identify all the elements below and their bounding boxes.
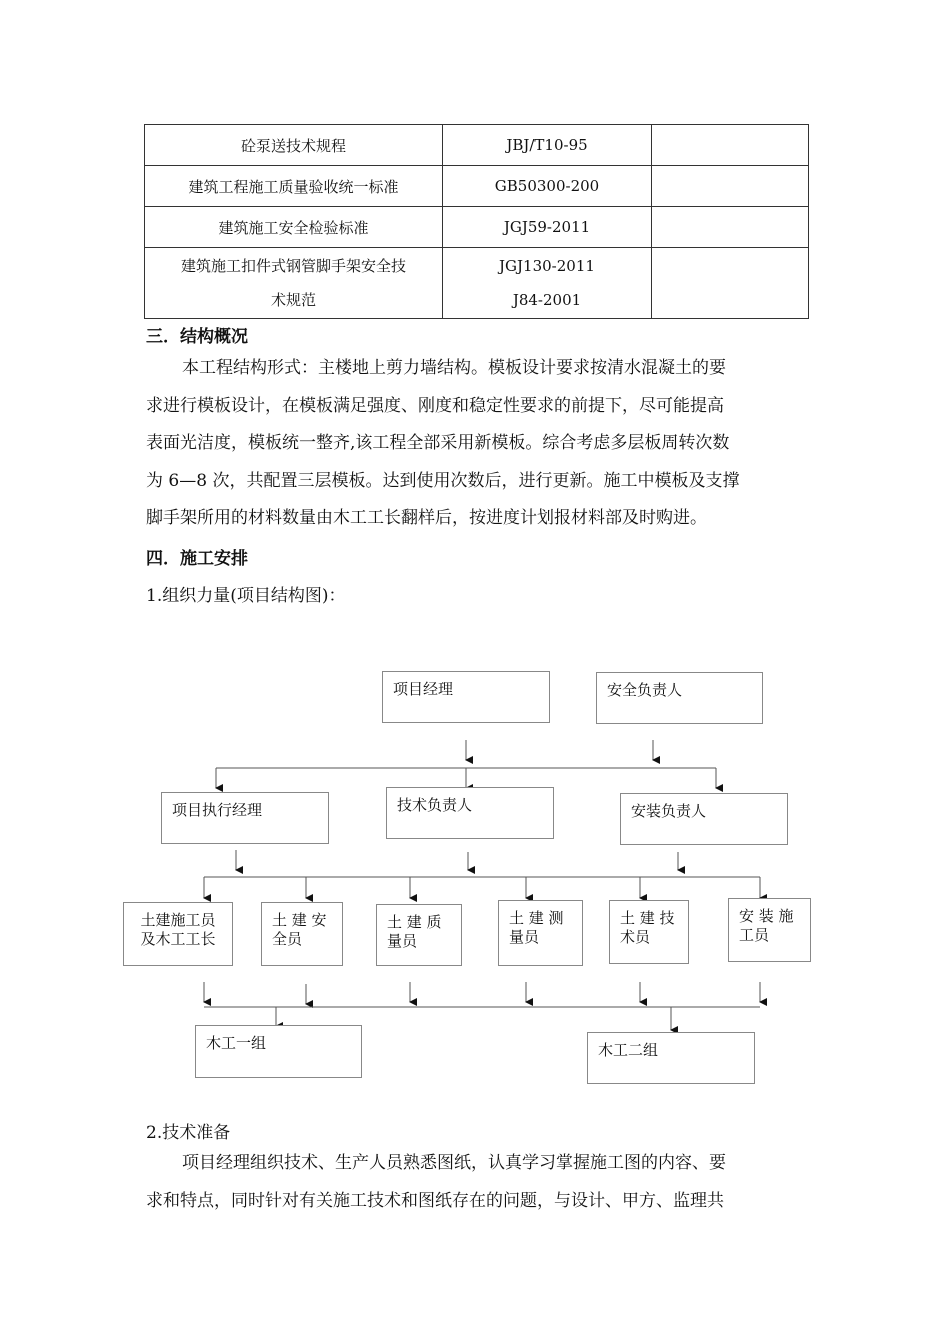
paragraph-line: 脚手架所用的材料数量由木工工长翻样后，按进度计划报材料部及时购进。 <box>146 508 707 528</box>
org-box-carpentry-team-2: 木工二组 <box>587 1032 755 1084</box>
section-heading-structure: 三．结构概况 <box>146 327 248 347</box>
section-heading-arrangement: 四．施工安排 <box>146 549 248 569</box>
org-box-civil-technician: 土 建 技 术员 <box>609 900 689 964</box>
org-box-project-manager: 项目经理 <box>382 671 550 723</box>
standard-code: JBJ/T10-95 <box>443 125 652 166</box>
org-box-safety-lead: 安全负责人 <box>596 672 763 724</box>
paragraph-line: 表面光洁度，模板统一整齐,该工程全部采用新模板。综合考虑多层板周转次数 <box>146 433 730 453</box>
org-box-civil-survey: 土 建 测 量员 <box>498 900 583 966</box>
org-box-civil-foreman: 土建施工员 及木工工长 <box>123 902 233 966</box>
org-box-carpentry-team-1: 木工一组 <box>195 1025 362 1078</box>
paragraph-line: 求进行模板设计，在模板满足强度、刚度和稳定性要求的前提下，尽可能提高 <box>146 395 724 416</box>
org-box-civil-quality: 土 建 质 量员 <box>376 904 462 966</box>
org-box-installation-lead: 安装负责人 <box>620 793 788 845</box>
standard-name: 建筑工程施工质量验收统一标准 <box>145 166 443 207</box>
tech-prep-paragraph <box>146 1145 806 1220</box>
standard-code: JGJ130-2011 J84-2001 <box>443 248 652 319</box>
org-box-executive-manager: 项目执行经理 <box>161 792 329 844</box>
paragraph-line: 求和特点，同时针对有关施工技术和图纸存在的问题，与设计、甲方、监理共 <box>146 1190 724 1211</box>
standard-code: JGJ59-2011 <box>443 207 652 248</box>
org-box-technical-lead: 技术负责人 <box>386 787 554 839</box>
paragraph-line: 为 6—8 次，共配置三层模板。达到使用次数后，进行更新。施工中模板及支撑 <box>146 470 740 491</box>
standard-name: 砼泵送技术规程 <box>145 125 443 166</box>
standard-code: GB50300-200 <box>443 166 652 207</box>
section-heading-tech-prep: 2.技术准备 <box>146 1123 231 1143</box>
org-chart-caption: 1.组织力量(项目结构图)： <box>146 586 346 606</box>
paragraph-line: 本工程结构形式：主楼地上剪力墙结构。模板设计要求按清水混凝土的要 <box>182 358 726 378</box>
standard-name: 建筑施工安全检验标准 <box>145 207 443 248</box>
org-box-installation-worker: 安 装 施 工员 <box>728 898 811 962</box>
org-box-civil-safety: 土 建 安 全员 <box>261 902 343 966</box>
paragraph-line: 项目经理组织技术、生产人员熟悉图纸，认真学习掌握施工图的内容、要 <box>182 1153 726 1173</box>
standard-name: 建筑施工扣件式钢管脚手架安全技 术规范 <box>145 248 443 319</box>
